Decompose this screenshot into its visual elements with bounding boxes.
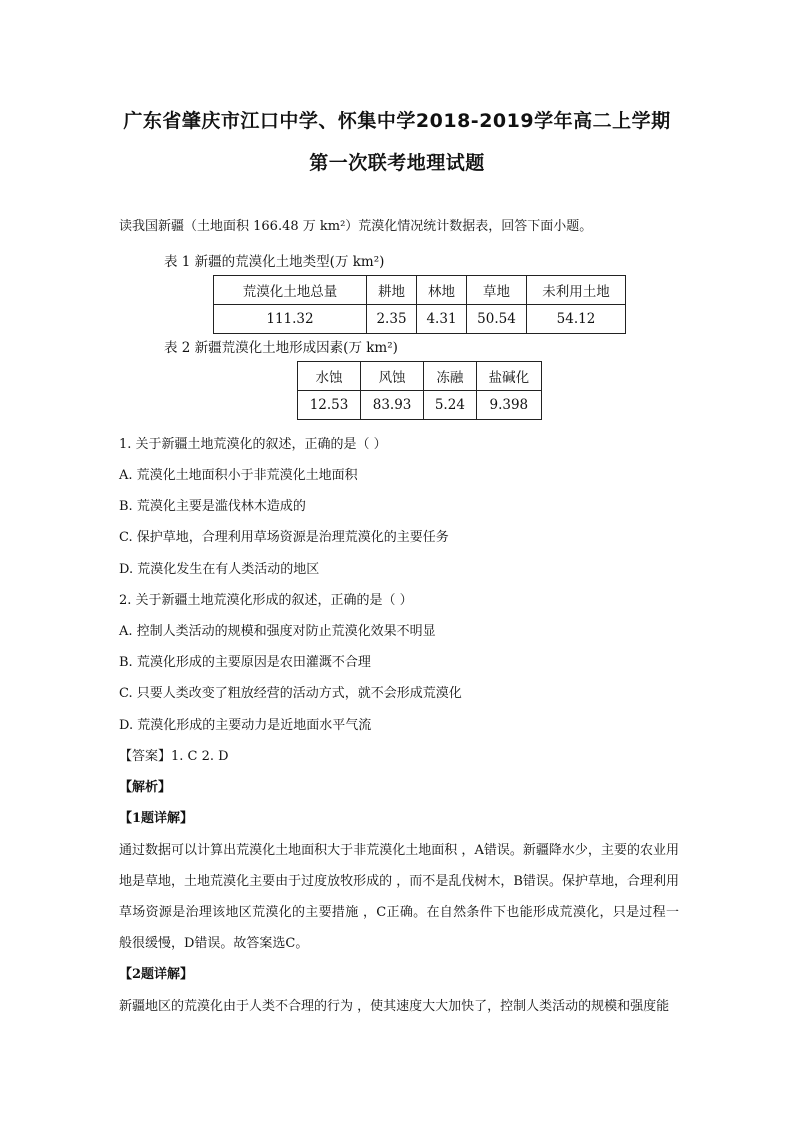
table1-header-row [214,276,626,305]
detail2-text: 新疆地区的荒漠化由于人类不合理的行为 ，使其速度大大加快了，控制人类活动的规模和强度能 [119,999,670,1014]
table-header-cell: 耕地 [367,276,417,305]
table-cell: 9.398 [476,391,541,420]
question1-option-c: C. 保护草地，合理利用草场资源是治理荒漠化的主要任务 [119,530,449,545]
table-header-cell: 草地 [467,276,527,305]
table2-value-row [298,391,542,420]
table-cell: 2.35 [367,305,417,334]
question1-option-d: D. 荒漠化发生在有人类活动的地区 [119,562,320,577]
table-cell: 12.53 [298,391,361,420]
analysis-label: 【解析】 [119,780,172,795]
question2-option-d: D. 荒漠化形成的主要动力是近地面水平气流 [119,718,372,733]
table2-caption: 表 2 新疆荒漠化土地形成因素(万 km²) [164,340,398,356]
question2-option-c: C. 只要人类改变了粗放经营的活动方式，就不会形成荒漠化 [119,686,462,701]
table1-caption: 表 1 新疆的荒漠化土地类型(万 km²) [164,254,385,270]
detail1-label: 【1题详解】 [119,811,194,826]
question1-stem: 1. 关于新疆土地荒漠化的叙述，正确的是（ ） [119,437,387,452]
table1 [213,275,626,334]
table2-header-row [298,362,542,391]
question2-option-b: B. 荒漠化形成的主要原因是农田灌溉不合理 [119,655,371,670]
answer-line: 【答案】1. C 2. D [119,749,229,764]
table-cell: 50.54 [467,305,527,334]
table-header-cell: 水蚀 [298,362,361,391]
table2 [297,361,542,420]
table-cell: 83.93 [361,391,424,420]
intro-text: 读我国新疆（土地面积 166.48 万 km²）荒漠化情况统计数据表，回答下面小题。 [119,219,593,234]
table-header-cell: 林地 [417,276,467,305]
detail1-text: 通过数据可以计算出荒漠化土地面积大于非荒漠化土地面积 ，A错误。新疆降水少，主要的农业用地是草地，土地荒漠化主要由于过度放牧形成的 ，而不是乱伐树木，B错误。保护草地，合理利用草场资源是治理该地区荒漠化的主要措施 ，C正确。在自然条件下也能形成荒漠化，只是过程一般很缓慢，D错误。故答案选C。 [119,843,679,951]
question2-option-a: A. 控制人类活动的规模和强度对防止荒漠化效果不明显 [119,624,436,639]
table-header-cell: 风蚀 [361,362,424,391]
detail2-label: 【2题详解】 [119,967,194,982]
table-cell: 5.24 [424,391,477,420]
question2-stem: 2. 关于新疆土地荒漠化形成的叙述，正确的是（ ） [119,593,413,608]
document-title-line2: 第一次联考地理试题 [309,152,485,174]
question1-option-a: A. 荒漠化土地面积小于非荒漠化土地面积 [119,468,358,483]
question1-option-b: B. 荒漠化主要是滥伐林木造成的 [119,499,306,514]
table1-value-row [214,305,626,334]
document-title-line1: 广东省肇庆市江口中学、怀集中学2018-2019学年高二上学期 [123,110,671,132]
table-header-cell: 盐碱化 [476,362,541,391]
table-cell: 4.31 [417,305,467,334]
table-header-cell: 未利用土地 [527,276,626,305]
table-header-cell: 冻融 [424,362,477,391]
table-header-cell: 荒漠化土地总量 [214,276,367,305]
table-cell: 54.12 [527,305,626,334]
table-cell: 111.32 [214,305,367,334]
